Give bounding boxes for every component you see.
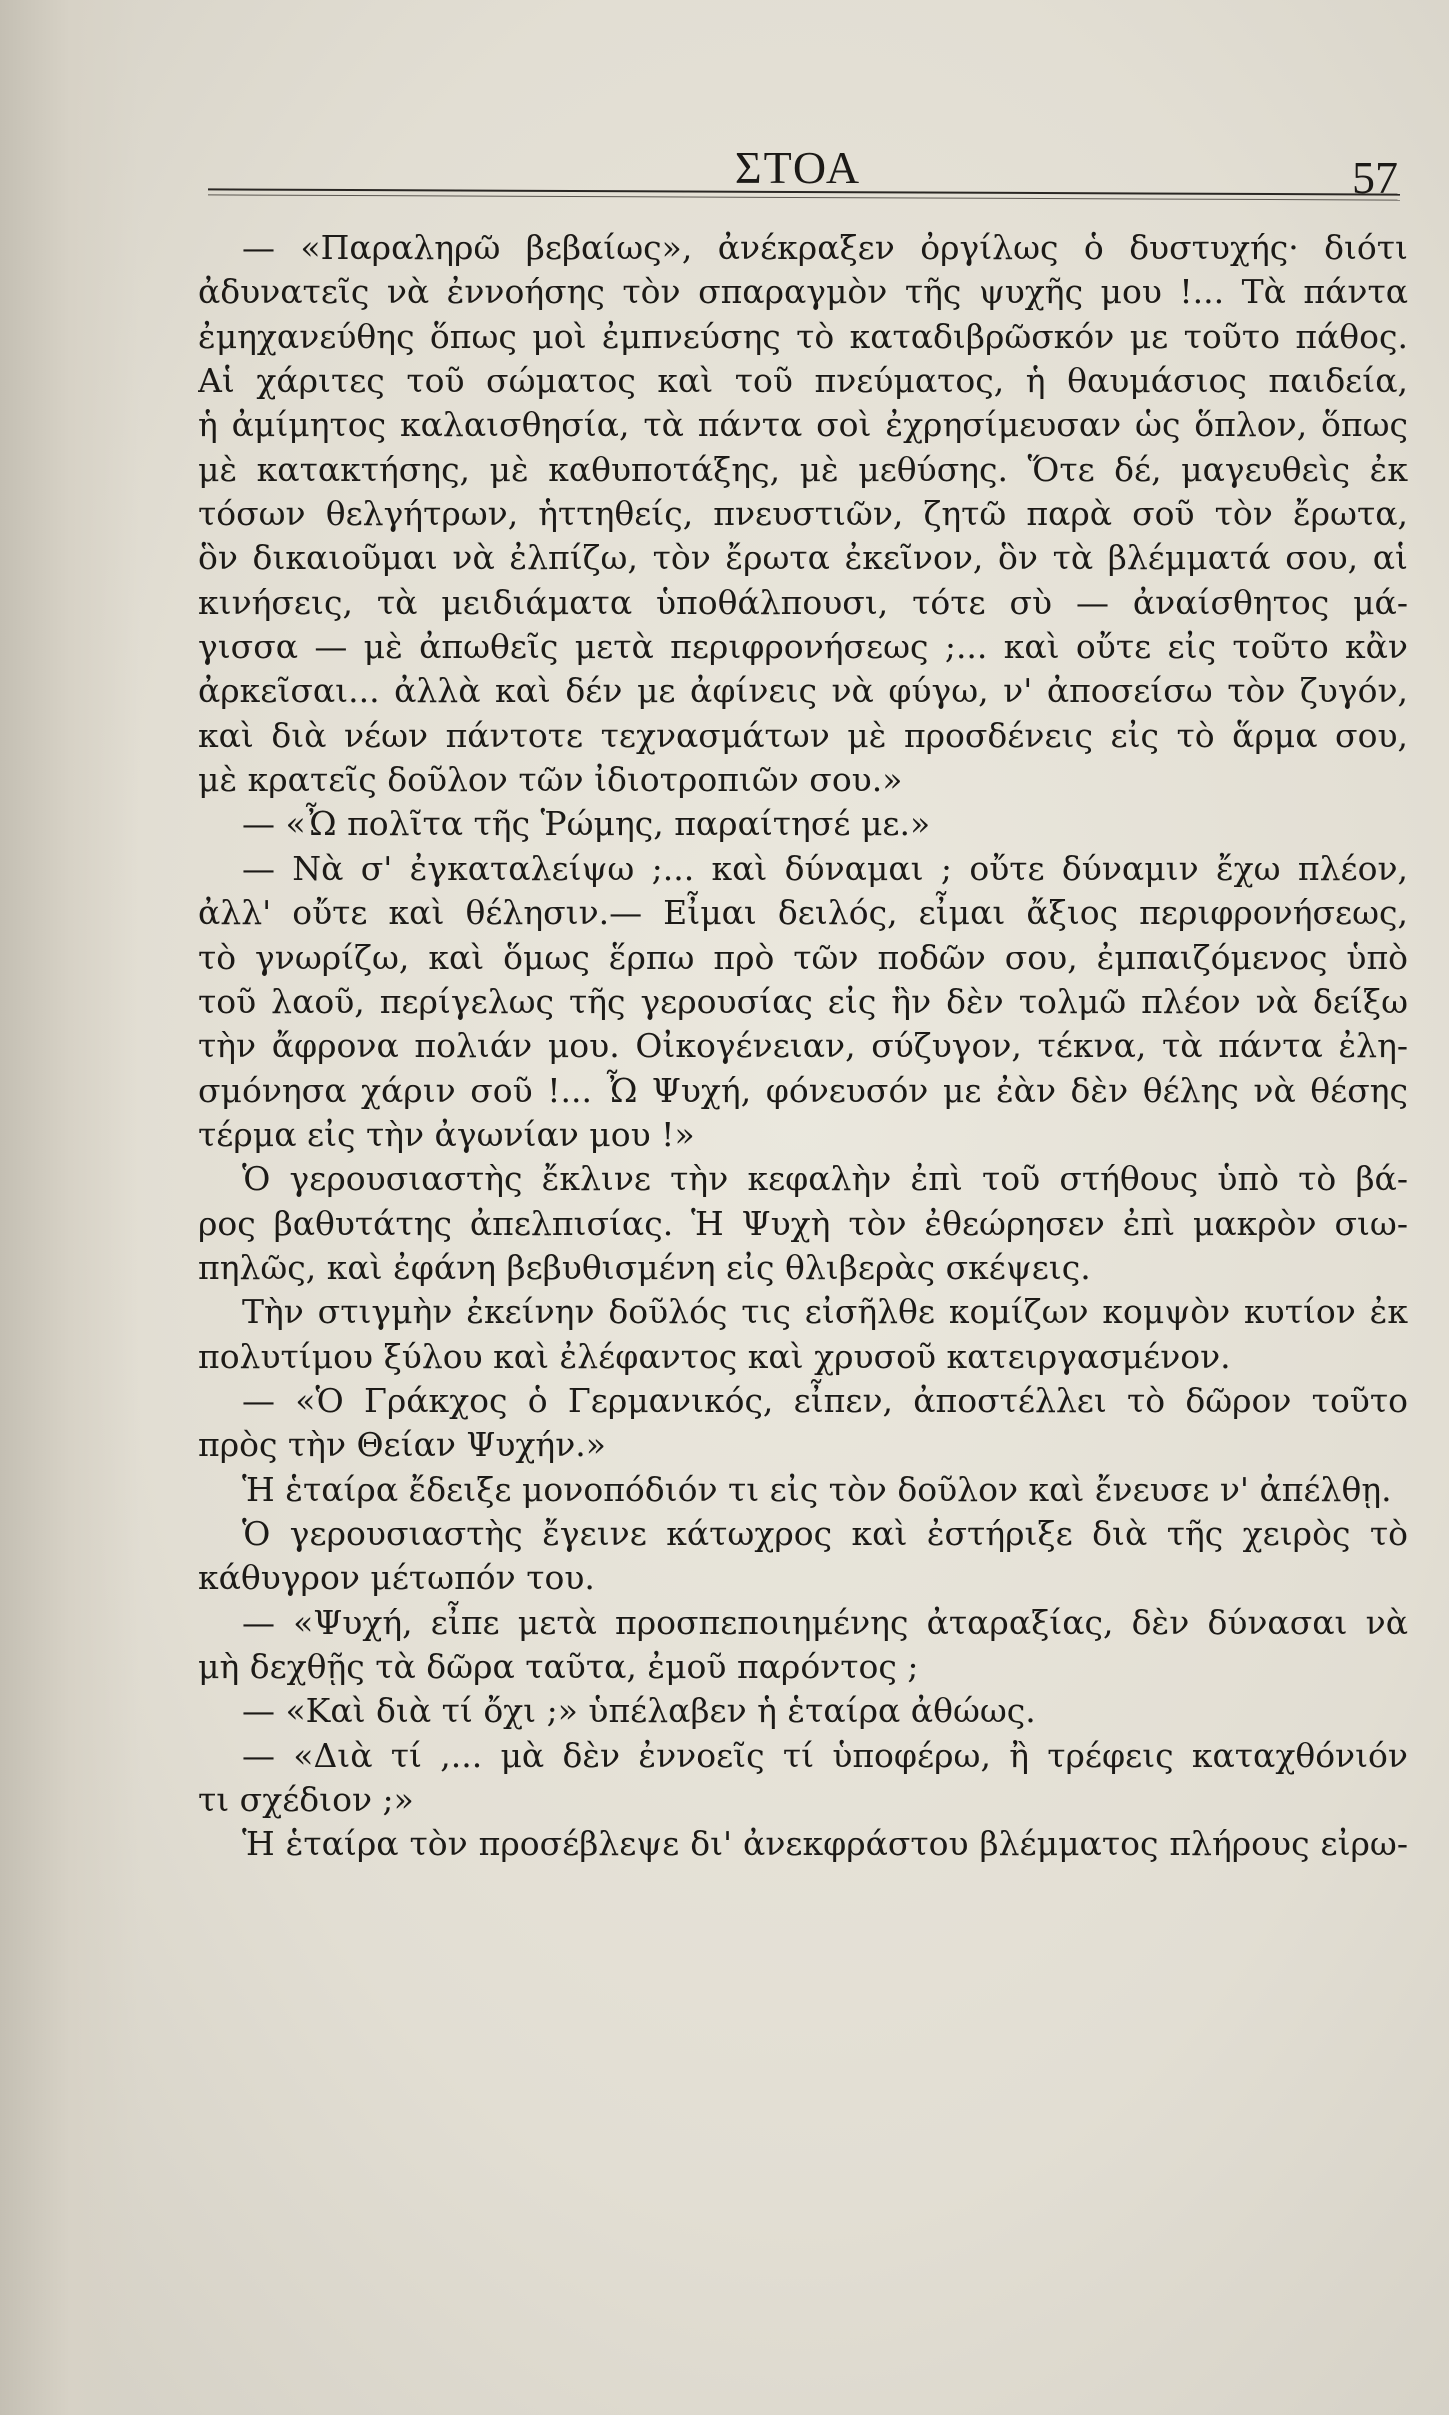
text-line: πρὸς τὴν Θείαν Ψυχήν.» xyxy=(198,1425,606,1465)
page-gutter-shadow xyxy=(0,0,140,2415)
text-line: γισσα — μὲ ἀπωθεῖς μετὰ περιφρονήσεως ;... καὶ οὔτε εἰς τοῦτο κἂν xyxy=(198,627,1408,667)
running-title: ΣΤΟΑ xyxy=(734,142,862,193)
text-line: ἡ ἀμίμητος καλαισθησία, τὰ πάντα σοὶ ἐχρησίμευσαν ὡς ὅπλον, ὅπως xyxy=(198,405,1408,445)
text-line: ἐμηχανεύθης ὅπως μοὶ ἐμπνεύσης τὸ καταδιβρῶσκόν με τοῦτο πάθος. xyxy=(198,316,1408,356)
text-line: μὲ κατακτήσης, μὲ καθυποτάξης, μὲ μεθύσης. Ὅτε δέ, μαγευθεὶς ἐκ xyxy=(198,449,1408,489)
text-line: Ὁ γερουσιαστὴς ἔγεινε κάτωχρος καὶ ἐστήριξε διὰ τῆς χειρὸς τὸ xyxy=(242,1513,1408,1553)
text-line: — «Ὁ Γράκχος ὁ Γερμανικός, εἶπεν, ἀποστέλλει τὸ δῶρον τοῦτο xyxy=(242,1380,1408,1420)
text-line: Τὴν στιγμὴν ἐκείνην δοῦλός τις εἰσῆλθε κομίζων κομψὸν κυτίον ἐκ xyxy=(242,1292,1408,1332)
text-line: — «Παραληρῶ βεβαίως», ἀνέκραξεν ὀργίλως ὁ δυστυχής· διότι xyxy=(242,228,1408,267)
text-line: — «Ὦ πολῖτα τῆς Ῥώμης, παραίτησέ με.» xyxy=(242,804,931,844)
text-line: τόσων θελγήτρων, ἡττηθείς, πνευστιῶν, ζητῶ παρὰ σοῦ τὸν ἔρωτα, xyxy=(198,494,1408,534)
text-line: — «Διὰ τί ,... μὰ δὲν ἐννοεῖς τί ὑποφέρω, ἢ τρέφεις καταχθόνιόν xyxy=(242,1735,1408,1775)
text-line: μὴ δεχθῇς τὰ δῶρα ταῦτα, ἐμοῦ παρόντος ; xyxy=(198,1647,919,1686)
text-line: ὃν δικαιοῦμαι νὰ ἐλπίζω, τὸν ἔρωτα ἐκεῖνον, ὃν τὰ βλέμματά σου, αἱ xyxy=(198,538,1408,578)
text-line: — «Ψυχή, εἶπε μετὰ προσπεποιημένης ἀταραξίας, δὲν δύνασαι νὰ xyxy=(242,1602,1408,1642)
text-line: τέρμα εἰς τὴν ἀγωνίαν μου !» xyxy=(198,1114,695,1154)
text-line: σμόνησα χάριν σοῦ !... Ὦ Ψυχή, φόνευσόν με ἐὰν δὲν θέλης νὰ θέσης xyxy=(198,1070,1408,1110)
text-line: κινήσεις, τὰ μειδιάματα ὑποθάλπουσι, τότε σὺ — ἀναίσθητος μά- xyxy=(198,582,1408,622)
text-line: — Νὰ σ' ἐγκαταλείψω ;... καὶ δύναμαι ; οὔτε δύναμιν ἔχω πλέον, xyxy=(242,848,1408,888)
text-line: καὶ διὰ νέων πάντοτε τεχνασμάτων μὲ προσδένεις εἰς τὸ ἅρμα σου, xyxy=(198,715,1408,755)
text-line: πολυτίμου ξύλου καὶ ἐλέφαντος καὶ χρυσοῦ κατειργασμένον. xyxy=(198,1336,1231,1376)
text-line: ἀρκεῖσαι... ἀλλὰ καὶ δέν με ἀφίνεις νὰ φύγω, ν' ἀποσείσω τὸν ζυγόν, xyxy=(198,671,1408,711)
text-line: κάθυγρον μέτωπόν του. xyxy=(198,1558,595,1598)
text-line: — «Καὶ διὰ τί ὄχι ;» ὑπέλαβεν ἡ ἑταίρα ἀθώως. xyxy=(242,1691,1036,1731)
page-number: 57 xyxy=(1352,152,1398,203)
text-line: ἀλλ' οὔτε καὶ θέλησιν.— Εἶμαι δειλός, εἶμαι ἄξιος περιφρονήσεως, xyxy=(198,893,1408,933)
text-line: Ἡ ἑταίρα ἔδειξε μονοπόδιόν τι εἰς τὸν δοῦλον καὶ ἔνευσε ν' ἀπέλθῃ. xyxy=(242,1469,1392,1509)
text-line: ἀδυνατεῖς νὰ ἐννοήσης τὸν σπαραγμὸν τῆς ψυχῆς μου !... Τὰ πάντα xyxy=(198,272,1408,312)
text-line: Ἡ ἑταίρα τὸν προσέβλεψε δι' ἀνεκφράστου βλέμματος πλήρους εἰρω- xyxy=(242,1824,1408,1864)
text-line: Ὁ γερουσιαστὴς ἔκλινε τὴν κεφαλὴν ἐπὶ τοῦ στήθους ὑπὸ τὸ βά- xyxy=(242,1159,1408,1199)
text-line: μὲ κρατεῖς δοῦλον τῶν ἰδιοτροπιῶν σου.» xyxy=(198,760,903,800)
text-line: τοῦ λαοῦ, περίγελως τῆς γερουσίας εἰς ἣν δὲν τολμῶ πλέον νὰ δείξω xyxy=(198,981,1408,1021)
body-text xyxy=(198,226,1408,1867)
text-line: τὸ γνωρίζω, καὶ ὅμως ἕρπω πρὸ τῶν ποδῶν σου, ἐμπαιζόμενος ὑπὸ xyxy=(198,937,1408,977)
text-line: τὴν ἄφρονα πολιάν μου. Οἰκογένειαν, σύζυγον, τέκνα, τὰ πάντα ἐλη- xyxy=(198,1026,1408,1066)
text-line: πηλῶς, καὶ ἐφάνη βεβυθισμένη εἰς θλιβερὰς σκέψεις. xyxy=(198,1247,1091,1287)
text-line: ρος βαθυτάτης ἀπελπισίας. Ἡ Ψυχὴ τὸν ἐθεώρησεν ἐπὶ μακρὸν σιω- xyxy=(198,1203,1408,1243)
running-header xyxy=(198,105,1398,203)
text-line: Αἱ χάριτες τοῦ σώματος καὶ τοῦ πνεύματος, ἡ θαυμάσιος παιδεία, xyxy=(198,361,1408,401)
text-line: τι σχέδιον ;» xyxy=(198,1780,414,1820)
